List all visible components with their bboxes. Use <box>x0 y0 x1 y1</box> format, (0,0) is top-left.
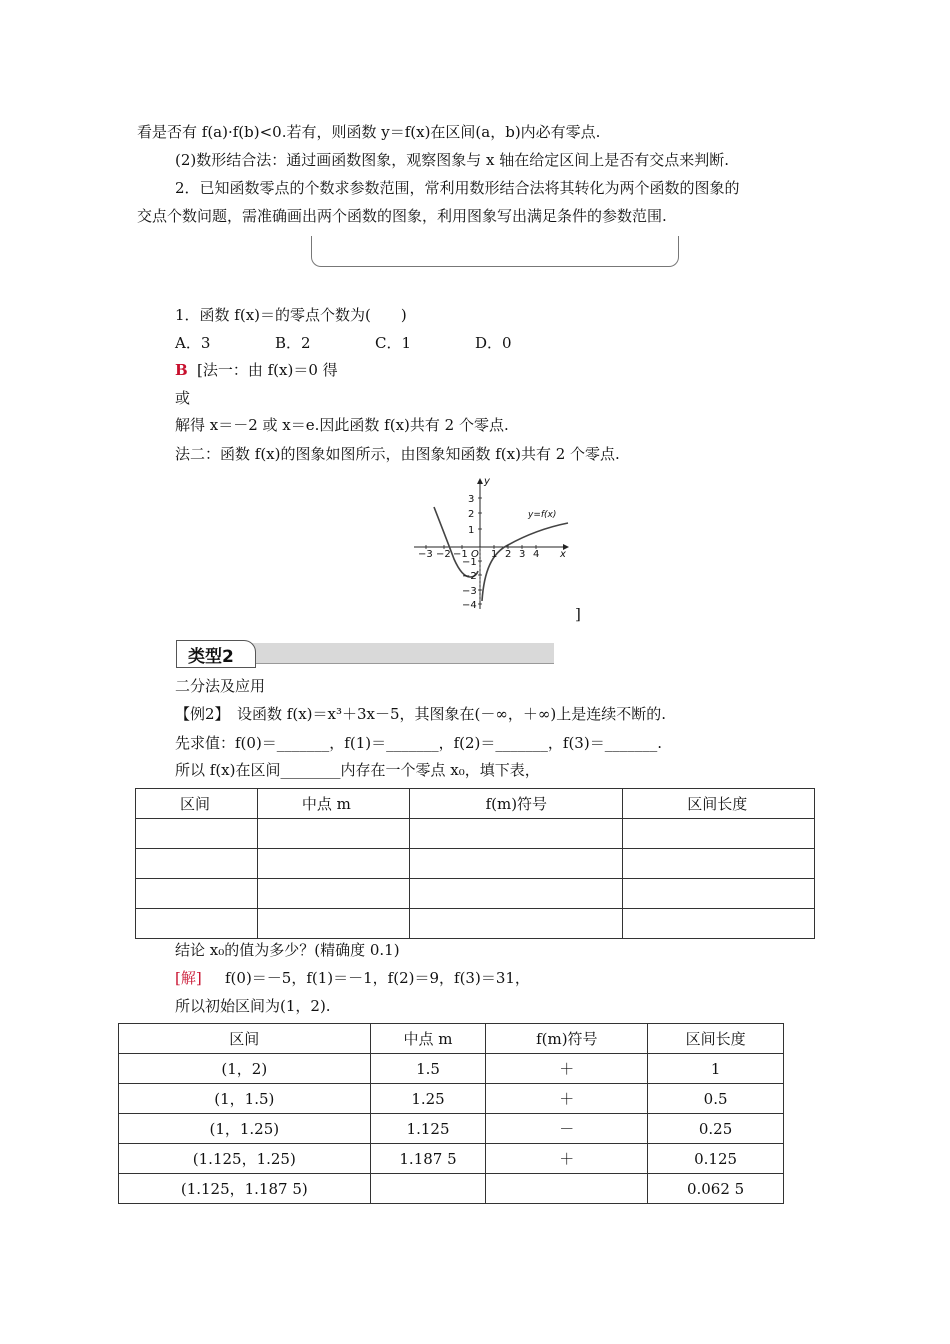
answer-letter: B <box>175 361 188 379</box>
table-cell: ＋ <box>486 1144 648 1174</box>
example-line: 先求值：f(0)＝_______，f(1)＝_______，f(2)＝_______，f(3)＝_______. <box>175 734 662 752</box>
solution-line: 所以初始区间为(1，2). <box>175 997 331 1015</box>
table-cell: 1.125 <box>370 1114 486 1144</box>
section-title: 二分法及应用 <box>175 677 266 695</box>
example-stem: 【例2】 设函数 f(x)＝x³＋3x－5，其图象在(－∞，＋∞)上是连续不断的. <box>175 705 667 723</box>
table-row <box>119 1084 784 1114</box>
solution-close: ] <box>575 605 581 623</box>
x-tick-label: 2 <box>505 549 512 560</box>
y-tick-label: 2 <box>468 509 475 520</box>
table-cell: 0.062 5 <box>648 1174 784 1204</box>
table-header: 区间长度 <box>623 789 815 819</box>
table-cell: 0.125 <box>648 1144 784 1174</box>
text-line: (2)数形结合法：通过画函数图象，观察图象与 x 轴在给定区间上是否有交点来判断. <box>175 151 730 169</box>
y-axis-label: y <box>484 476 490 487</box>
function-graph <box>410 473 580 613</box>
table-row <box>136 819 815 849</box>
y-tick-label: −1 <box>462 557 477 568</box>
x-axis-label: x <box>560 549 566 560</box>
text-line: 交点个数问题，需准确画出两个函数的图象，利用图象写出满足条件的参数范围. <box>137 207 667 225</box>
table-header: 区间 <box>136 789 258 819</box>
table-row <box>136 909 815 939</box>
solution-line: 解得 x＝－2 或 x＝e.因此函数 f(x)共有 2 个零点. <box>175 416 509 434</box>
table-cell <box>370 1174 486 1204</box>
table-cell: 1.5 <box>370 1054 486 1084</box>
table-cell: 1.25 <box>370 1084 486 1114</box>
table-cell: (1.125，1.25) <box>119 1144 371 1174</box>
solution-line: [法一：由 f(x)＝0 得 <box>197 361 338 379</box>
table-header: 区间 <box>119 1024 371 1054</box>
table-row <box>136 849 815 879</box>
section-banner <box>176 640 554 666</box>
table-cell: 0.5 <box>648 1084 784 1114</box>
table-header: f(m)符号 <box>409 789 623 819</box>
table-header: 中点 m <box>370 1024 486 1054</box>
table-cell: 1 <box>648 1054 784 1084</box>
option-c: C．1 <box>375 334 412 352</box>
y-tick-label: 1 <box>468 525 475 536</box>
x-tick-label: −2 <box>436 549 451 560</box>
x-tick-label: 1 <box>491 549 498 560</box>
table-row <box>119 1054 784 1084</box>
x-tick-label: −3 <box>418 549 433 560</box>
table-cell: 0.25 <box>648 1114 784 1144</box>
x-tick-label: 3 <box>519 549 526 560</box>
y-tick-label: −4 <box>462 600 477 611</box>
table-header: 中点 m <box>257 789 409 819</box>
solution-line: 或 <box>175 389 191 407</box>
text-line: 2．已知函数零点的个数求参数范围，常利用数形结合法将其转化为两个函数的图象的 <box>175 179 740 197</box>
table-row <box>119 1144 784 1174</box>
table-cell: (1，2) <box>119 1054 371 1084</box>
table-header: 区间长度 <box>648 1024 784 1054</box>
table-row <box>119 1114 784 1144</box>
question-stem: 1．函数 f(x)＝的零点个数为( ) <box>175 306 407 324</box>
table-cell: － <box>486 1114 648 1144</box>
conclusion-question: 结论 x₀的值为多少？(精确度 0.1) <box>175 941 400 959</box>
table-cell: 1.187 5 <box>370 1144 486 1174</box>
table-row <box>136 879 815 909</box>
section-banner-label: 类型2 <box>188 647 234 667</box>
example-line: 所以 f(x)在区间________内存在一个零点 x₀，填下表， <box>175 761 540 779</box>
table-cell: (1，1.25) <box>119 1114 371 1144</box>
curve-label: y=f(x) <box>528 510 557 520</box>
text-line: 看是否有 f(a)·f(b)<0.若有，则函数 y＝f(x)在区间(a，b)内必有零点. <box>137 123 601 141</box>
solution-line: 法二：函数 f(x)的图象如图所示，由图象知函数 f(x)共有 2 个零点. <box>175 445 620 463</box>
y-tick-label: 3 <box>468 494 475 505</box>
blank-table <box>135 788 815 939</box>
option-b: B．2 <box>275 334 311 352</box>
table-cell <box>486 1174 648 1204</box>
curve-right-branch <box>482 523 568 601</box>
x-tick-label: −1 <box>453 549 468 560</box>
table-cell: ＋ <box>486 1084 648 1114</box>
bracket-box <box>311 236 679 267</box>
origin-label: O <box>471 549 479 560</box>
option-d: D．0 <box>475 334 512 352</box>
y-tick-label: −3 <box>462 586 477 597</box>
y-tick-label: −2 <box>462 571 477 582</box>
table-cell: ＋ <box>486 1054 648 1084</box>
option-a: A．3 <box>175 334 211 352</box>
table-cell: (1.125，1.187 5) <box>119 1174 371 1204</box>
x-tick-label: 4 <box>533 549 540 560</box>
bisection-table <box>118 1023 784 1204</box>
solution-line: f(0)＝－5，f(1)＝－1，f(2)＝9，f(3)＝31， <box>225 969 530 987</box>
table-cell: (1，1.5) <box>119 1084 371 1114</box>
solution-tag: [解] <box>175 969 202 987</box>
table-row <box>119 1174 784 1204</box>
table-header: f(m)符号 <box>486 1024 648 1054</box>
